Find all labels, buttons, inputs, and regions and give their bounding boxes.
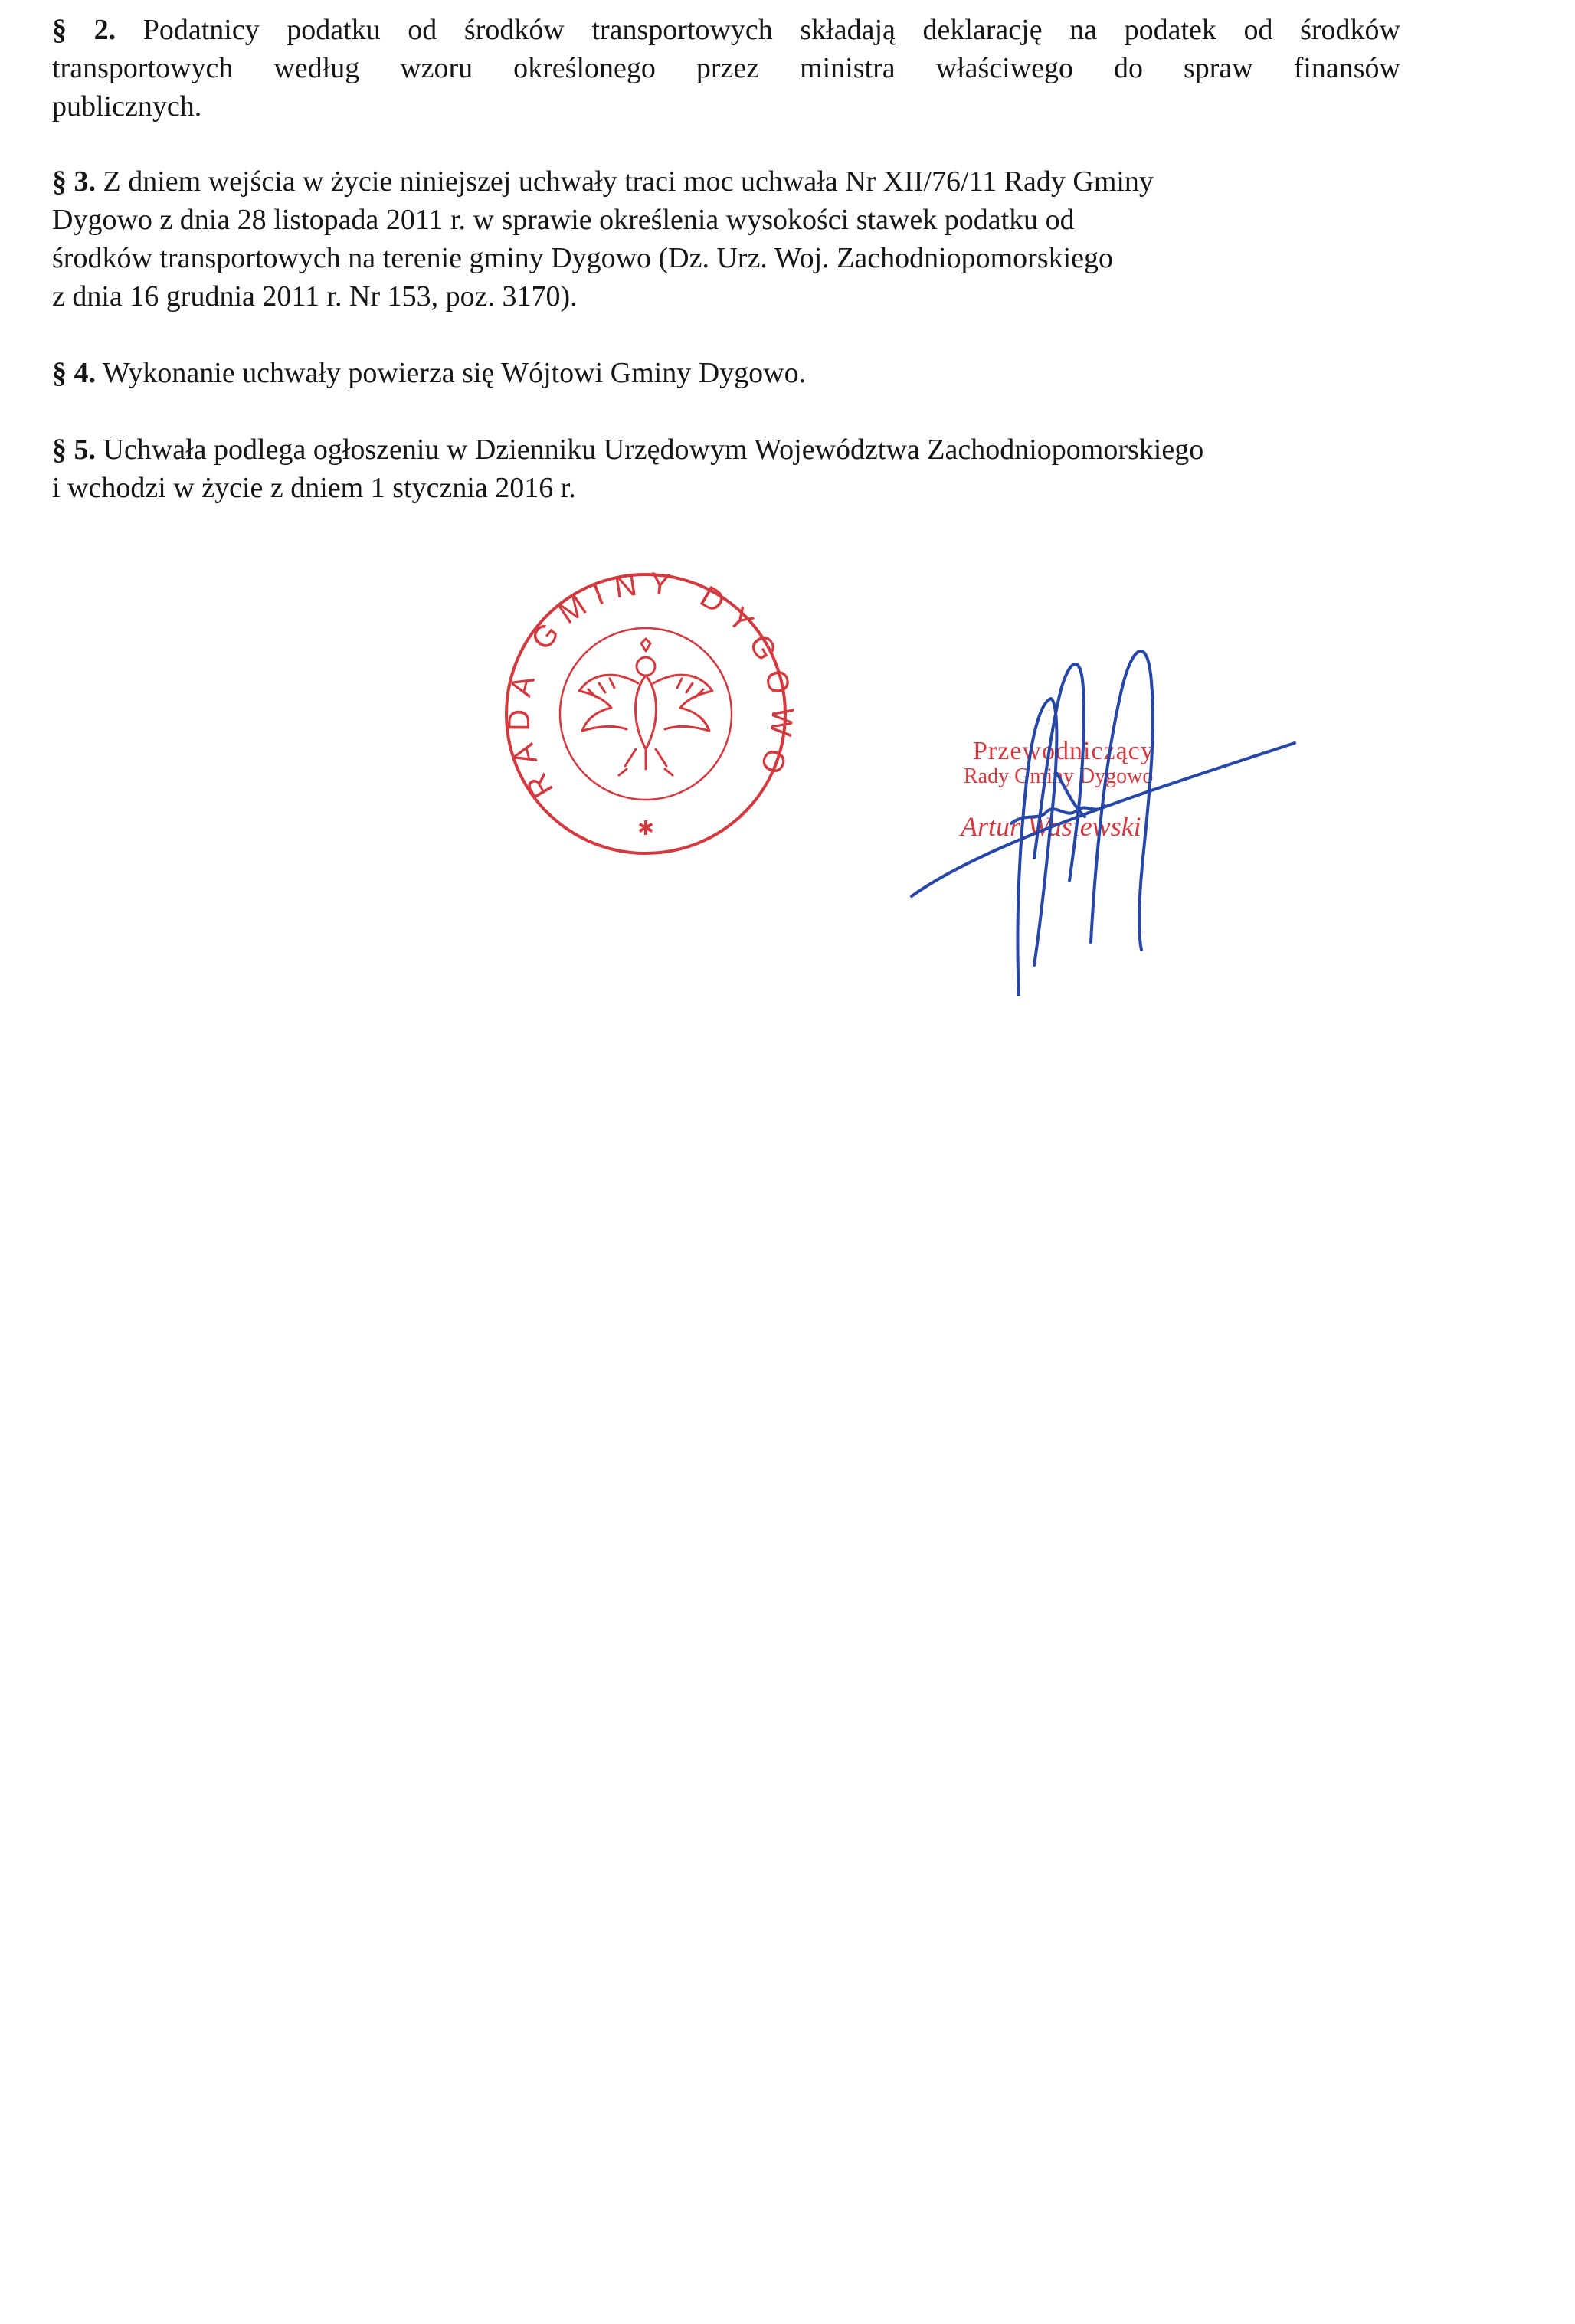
eagle-emblem-icon <box>579 639 712 775</box>
handwritten-signature-icon <box>904 628 1302 996</box>
official-stamp <box>496 568 795 859</box>
paragraph-line: § 2. Podatnicy podatku od środków transportowych składają deklarację na podatek od środków <box>52 14 1401 46</box>
paragraph-number: § 5. <box>52 434 96 466</box>
paragraph-line: środków transportowych na terenie gminy Dygowo (Dz. Urz. Woj. Zachodniopomorskiego <box>52 242 1114 274</box>
paragraph-line: § 5. Uchwała podlega ogłoszeniu w Dzienniku Urzędowym Województwa Zachodniopomorskiego <box>52 434 1204 466</box>
paragraph-2 <box>52 11 1400 126</box>
paragraph-line: transportowych według wzoru określonego przez ministra właściwego do spraw finansów <box>52 52 1400 84</box>
paragraph-line: z dnia 16 grudnia 2011 r. Nr 153, poz. 3170). <box>52 280 578 313</box>
signatory-name: Artur Wasiewski <box>961 811 1141 842</box>
paragraph-line: § 4. Wykonanie uchwały powierza się Wójtowi Gminy Dygowo. <box>52 357 807 389</box>
paragraph-line: Dygowo z dnia 28 listopada 2011 r. w sprawie określenia wysokości stawek podatku od <box>52 204 1075 236</box>
paragraph-line: § 3. Z dniem wejścia w życie niniejszej uchwały traci moc uchwała Nr XII/76/11 Rady Gminy <box>52 165 1154 198</box>
paragraph-number: § 3. <box>52 165 96 198</box>
paragraph-5 <box>52 430 1400 507</box>
signature-block <box>904 628 1302 996</box>
signatory-title: Przewodniczący <box>973 737 1154 765</box>
paragraph-line: i wchodzi w życie z dniem 1 stycznia 2016 r. <box>52 472 576 504</box>
paragraph-3 <box>52 162 1400 316</box>
paragraph-number: § 2. <box>52 14 116 46</box>
paragraph-line: publicznych. <box>52 90 202 123</box>
stamp-star-icon: ✱ <box>637 817 654 840</box>
paragraph-4 <box>52 354 1400 392</box>
signatory-organization: Rady Gminy Dygowo <box>964 764 1154 788</box>
paragraph-number: § 4. <box>52 357 96 389</box>
stamp-seal-icon <box>496 568 795 859</box>
svg-text:RADA GMINY DYGOWO <box>503 568 795 804</box>
stamp-text: RADA GMINY DYGO O <box>502 568 795 804</box>
